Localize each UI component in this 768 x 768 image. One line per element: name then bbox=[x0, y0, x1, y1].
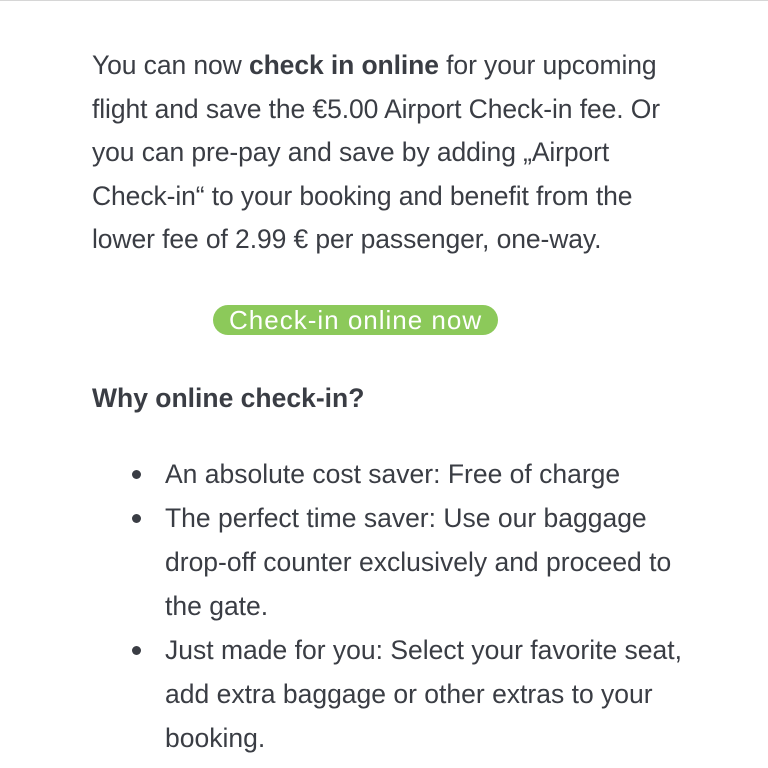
benefits-list bbox=[92, 452, 712, 760]
intro-text-end: for your upcoming flight and save the €5.00 Airport Check-in fee. Or you can pre-pay and save by adding „Airport Check-in“ to your booking and benefit from the lower fee of 2.99 € per passenger, one-way. bbox=[92, 50, 661, 254]
check-in-online-button[interactable]: Check-in online now bbox=[213, 305, 498, 335]
bullet-icon bbox=[132, 470, 141, 479]
list-item bbox=[92, 628, 712, 760]
list-item bbox=[92, 496, 712, 628]
intro-block bbox=[92, 44, 692, 262]
list-item-text: Just made for you: Select your favorite seat, add extra baggage or other extras to your booking. bbox=[165, 635, 682, 753]
list-item-text: An absolute cost saver: Free of charge bbox=[165, 459, 621, 489]
list-item bbox=[92, 452, 712, 496]
intro-text-start: You can now bbox=[92, 50, 249, 80]
intro-paragraph bbox=[92, 44, 692, 262]
cta-container bbox=[213, 305, 498, 335]
list-item-text: The perfect time saver: Use our baggage drop-off counter exclusively and proceed to the gate. bbox=[165, 503, 672, 621]
top-divider bbox=[0, 0, 768, 1]
section-heading: Why online check-in? bbox=[92, 383, 365, 413]
intro-bold-text: check in online bbox=[248, 50, 439, 80]
bullet-icon bbox=[132, 514, 141, 523]
bullet-icon bbox=[132, 646, 141, 655]
